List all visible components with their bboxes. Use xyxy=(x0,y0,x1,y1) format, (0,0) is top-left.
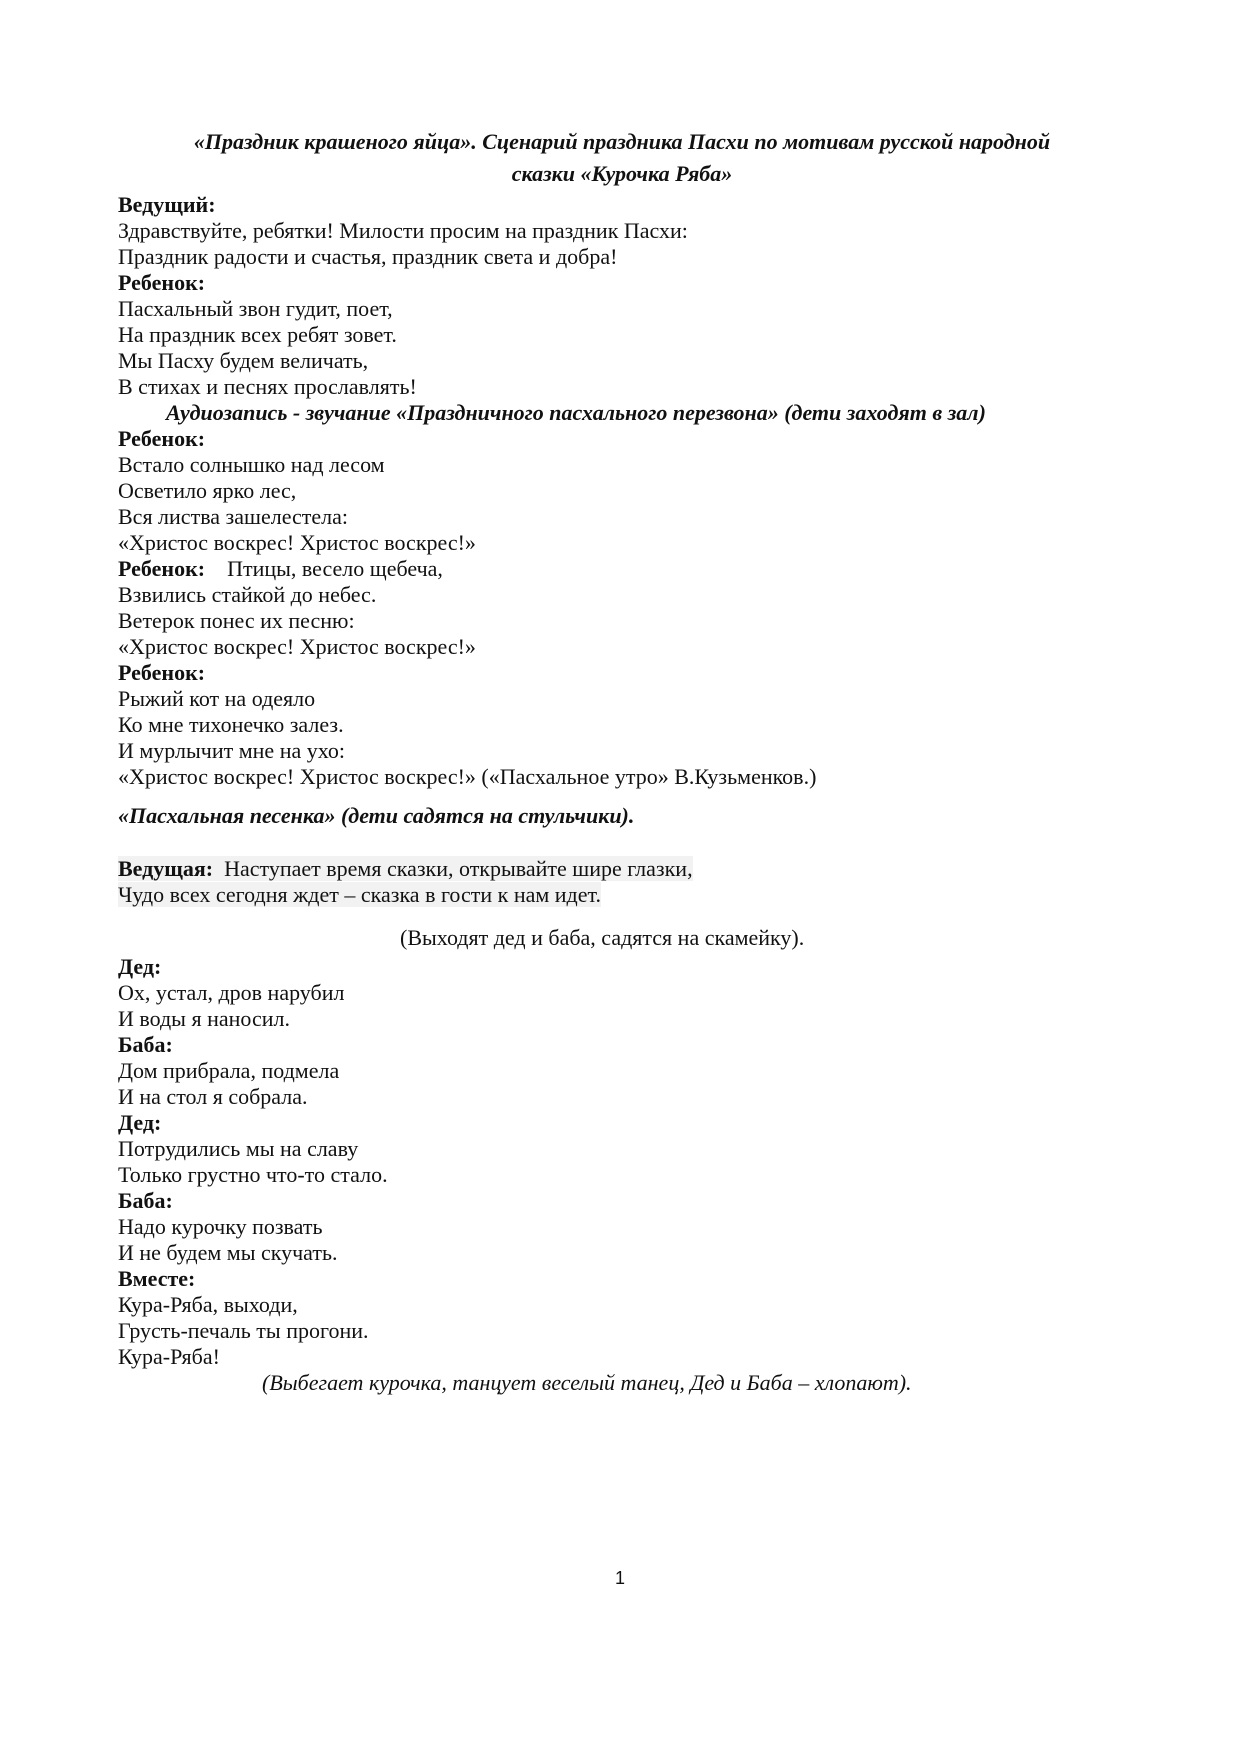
together-line-3: Кура-Ряба! xyxy=(118,1344,220,1369)
child2-line-3: Вся листва зашелестела: xyxy=(118,504,349,529)
speaker-host-2: Ведущая: xyxy=(118,856,214,881)
child3-first-row xyxy=(118,555,443,583)
host-line-1: Здравствуйте, ребятки! Милости просим на праздник Пасхи: xyxy=(118,218,688,243)
host2-first-row xyxy=(118,855,693,883)
child4-line-3: И мурлычит мне на ухо: xyxy=(118,738,346,763)
speaker-child-2: Ребенок: xyxy=(118,426,206,451)
child3-line-3: Ветерок понес их песню: xyxy=(118,608,355,633)
host2-line-2: Чудо всех сегодня ждет – сказка в гости к нам идет. xyxy=(118,882,601,907)
child3-line-1: Птицы, весело щебеча, xyxy=(227,556,443,581)
speaker-child-1: Ребенок: xyxy=(118,270,206,295)
child1-line-4: В стихах и песнях прославлять! xyxy=(118,374,417,399)
child1-line-1: Пасхальный звон гудит, поет, xyxy=(118,296,393,321)
speaker-ded-2: Дед: xyxy=(118,1110,162,1135)
speaker-ded-1: Дед: xyxy=(118,954,162,979)
speaker-child-4: Ребенок: xyxy=(118,660,206,685)
title-line-2: сказки «Курочка Ряба» xyxy=(511,161,733,186)
child1-line-3: Мы Пасху будем величать, xyxy=(118,348,369,373)
ded1-line-1: Ох, устал, дров нарубил xyxy=(118,980,345,1005)
baba1-line-1: Дом прибрала, подмела xyxy=(118,1058,340,1083)
child4-line-4: «Христос воскрес! Христос воскрес!» («Пасхальное утро» В.Кузьменков.) xyxy=(118,764,817,789)
baba2-line-2: И не будем мы скучать. xyxy=(118,1240,338,1265)
speaker-host: Ведущий: xyxy=(118,192,216,217)
audio-stage-direction: Аудиозапись - звучание «Праздничного пасхального перезвона» (дети заходят в зал) xyxy=(166,400,986,425)
ded2-line-2: Только грустно что-то стало. xyxy=(118,1162,388,1187)
document-title xyxy=(118,126,1126,190)
ded2-line-1: Потрудились мы на славу xyxy=(118,1136,359,1161)
title-line-1: «Праздник крашеного яйца». Сценарий праздника Пасхи по мотивам русской народной xyxy=(193,129,1051,154)
together-line-1: Кура-Ряба, выходи, xyxy=(118,1292,298,1317)
stage-direction-dance: (Выбегает курочка, танцует веселый танец, Дед и Баба – хлопают). xyxy=(262,1370,912,1395)
baba2-line-1: Надо курочку позвать xyxy=(118,1214,323,1239)
child3-line-4: «Христос воскрес! Христос воскрес!» xyxy=(118,634,476,659)
child4-line-2: Ко мне тихонечко залез. xyxy=(118,712,344,737)
page-number: 1 xyxy=(614,1568,625,1588)
child2-line-4: «Христос воскрес! Христос воскрес!» xyxy=(118,530,476,555)
host-line-2: Праздник радости и счастья, праздник света и добра! xyxy=(118,244,618,269)
baba1-line-2: И на стол я собрала. xyxy=(118,1084,308,1109)
song-stage-direction: «Пасхальная песенка» (дети садятся на стульчики). xyxy=(118,803,635,828)
child2-line-1: Встало солнышко над лесом xyxy=(118,452,385,477)
together-line-2: Грусть-печаль ты прогони. xyxy=(118,1318,369,1343)
child2-line-2: Осветило ярко лес, xyxy=(118,478,297,503)
child1-line-2: На праздник всех ребят зовет. xyxy=(118,322,397,347)
child3-line-2: Взвились стайкой до небес. xyxy=(118,582,377,607)
host2-line-1: Наступает время сказки, открывайте шире глазки, xyxy=(224,856,693,881)
speaker-baba-2: Баба: xyxy=(118,1188,173,1213)
stage-direction-enter: (Выходят дед и баба, садятся на скамейку). xyxy=(400,925,805,950)
speaker-child-3: Ребенок: xyxy=(118,556,206,581)
speaker-together: Вместе: xyxy=(118,1266,196,1291)
speaker-baba-1: Баба: xyxy=(118,1032,173,1057)
ded1-line-2: И воды я наносил. xyxy=(118,1006,290,1031)
host2-second-row xyxy=(118,881,601,909)
child4-line-1: Рыжий кот на одеяло xyxy=(118,686,316,711)
